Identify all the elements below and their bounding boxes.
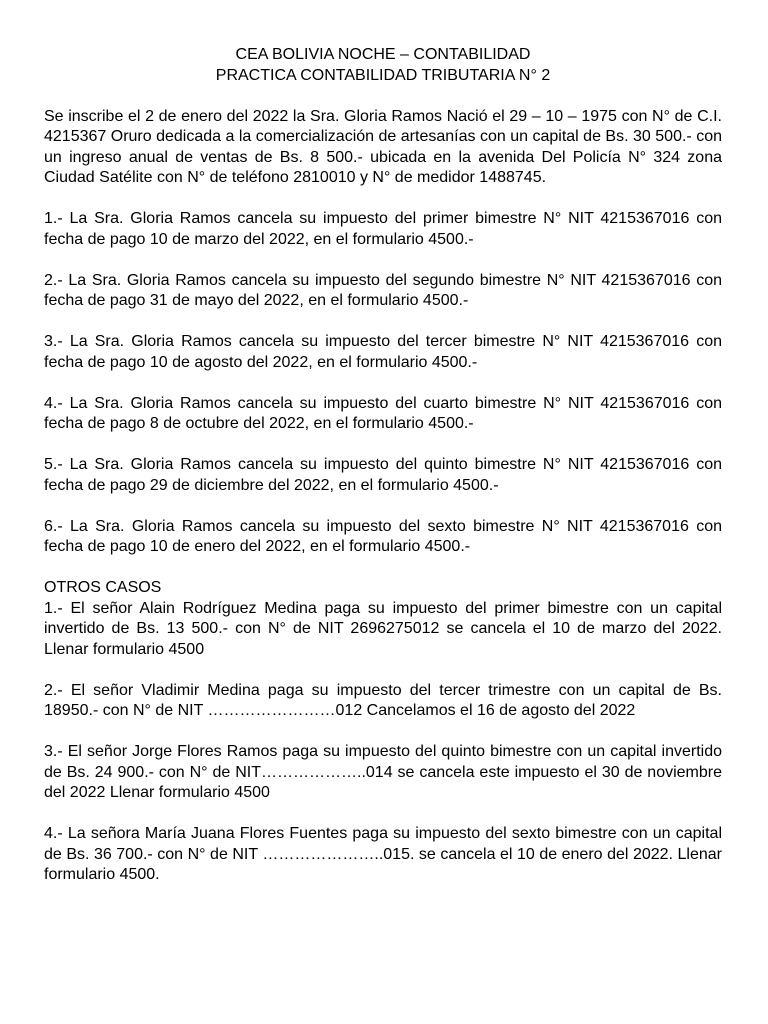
spacer	[44, 373, 722, 394]
spacer	[44, 804, 722, 825]
otros-casos-heading: OTROS CASOS	[44, 579, 162, 596]
otros-item-3: 3.- El señor Jorge Flores Ramos paga su impuesto del quinto bimestre con un capital invertido de Bs. 24 900.- con N° de NIT………………..014 se cancela este impuesto el 30 de noviembre del 2022 Llenar formulario 4500	[44, 743, 722, 801]
spacer	[44, 312, 722, 333]
spacer	[44, 189, 722, 210]
case-item-2: 2.- La Sra. Gloria Ramos cancela su impuesto del segundo bimestre N° NIT 4215367016 con fecha de pago 31 de mayo del 2022, en el formulario 4500.-	[44, 271, 722, 309]
spacer	[44, 558, 722, 579]
spacer	[44, 250, 722, 271]
case-item-3: 3.- La Sra. Gloria Ramos cancela su impuesto del tercer bimestre N° NIT 4215367016 con fecha de pago 10 de agosto del 2022, en el formulario 4500.-	[44, 333, 722, 371]
spacer	[44, 435, 722, 456]
case-item-5: 5.- La Sra. Gloria Ramos cancela su impuesto del quinto bimestre N° NIT 4215367016 con fecha de pago 29 de diciembre del 2022, en el formulario 4500.-	[44, 456, 722, 494]
spacer	[44, 722, 722, 743]
document-header	[44, 45, 722, 86]
intro-paragraph: Se inscribe el 2 de enero del 2022 la Sra. Gloria Ramos Nació el 29 – 10 – 1975 con N° de C.I. 4215367 Oruro dedicada a la comercialización de artesanías con un capital de Bs. 30 500.- con un ingreso anual de ventas de Bs. 8 500.- ubicada en la avenida Del Policía N° 324 zona Ciudad Satélite con N° de teléfono 2810010 y N° de medidor 1488745.	[44, 107, 722, 186]
spacer	[44, 660, 722, 681]
spacer	[44, 86, 722, 107]
case-item-1: 1.- La Sra. Gloria Ramos cancela su impuesto del primer bimestre N° NIT 4215367016 con fecha de pago 10 de marzo del 2022, en el formulario 4500.-	[44, 210, 722, 248]
document-page	[44, 45, 722, 886]
case-item-6: 6.- La Sra. Gloria Ramos cancela su impuesto del sexto bimestre N° NIT 4215367016 con fecha de pago 10 de enero del 2022, en el formulario 4500.-	[44, 517, 722, 555]
otros-item-4: 4.- La señora María Juana Flores Fuentes paga su impuesto del sexto bimestre con un capital de Bs. 36 700.- con N° de NIT …………………..015. se cancela el 10 de enero del 2022. Llenar formulario 4500.	[44, 825, 722, 883]
otros-item-1: 1.- El señor Alain Rodríguez Medina paga su impuesto del primer bimestre con un capital invertido de Bs. 13 500.- con N° de NIT 2696275012 se cancela el 10 de marzo del 2022. Llenar formulario 4500	[44, 599, 722, 658]
spacer	[44, 496, 722, 517]
otros-item-2: 2.- El señor Vladimir Medina paga su impuesto del tercer trimestre con un capital de Bs. 18950.- con N° de NIT ……………………012 Cancelamos el 16 de agosto del 2022	[44, 681, 722, 719]
header-line-1: CEA BOLIVIA NOCHE – CONTABILIDAD	[235, 46, 531, 63]
header-line-2: PRACTICA CONTABILIDAD TRIBUTARIA N° 2	[215, 66, 551, 84]
case-item-4: 4.- La Sra. Gloria Ramos cancela su impuesto del cuarto bimestre N° NIT 4215367016 con fecha de pago 8 de octubre del 2022, en el formulario 4500.-	[44, 394, 722, 432]
